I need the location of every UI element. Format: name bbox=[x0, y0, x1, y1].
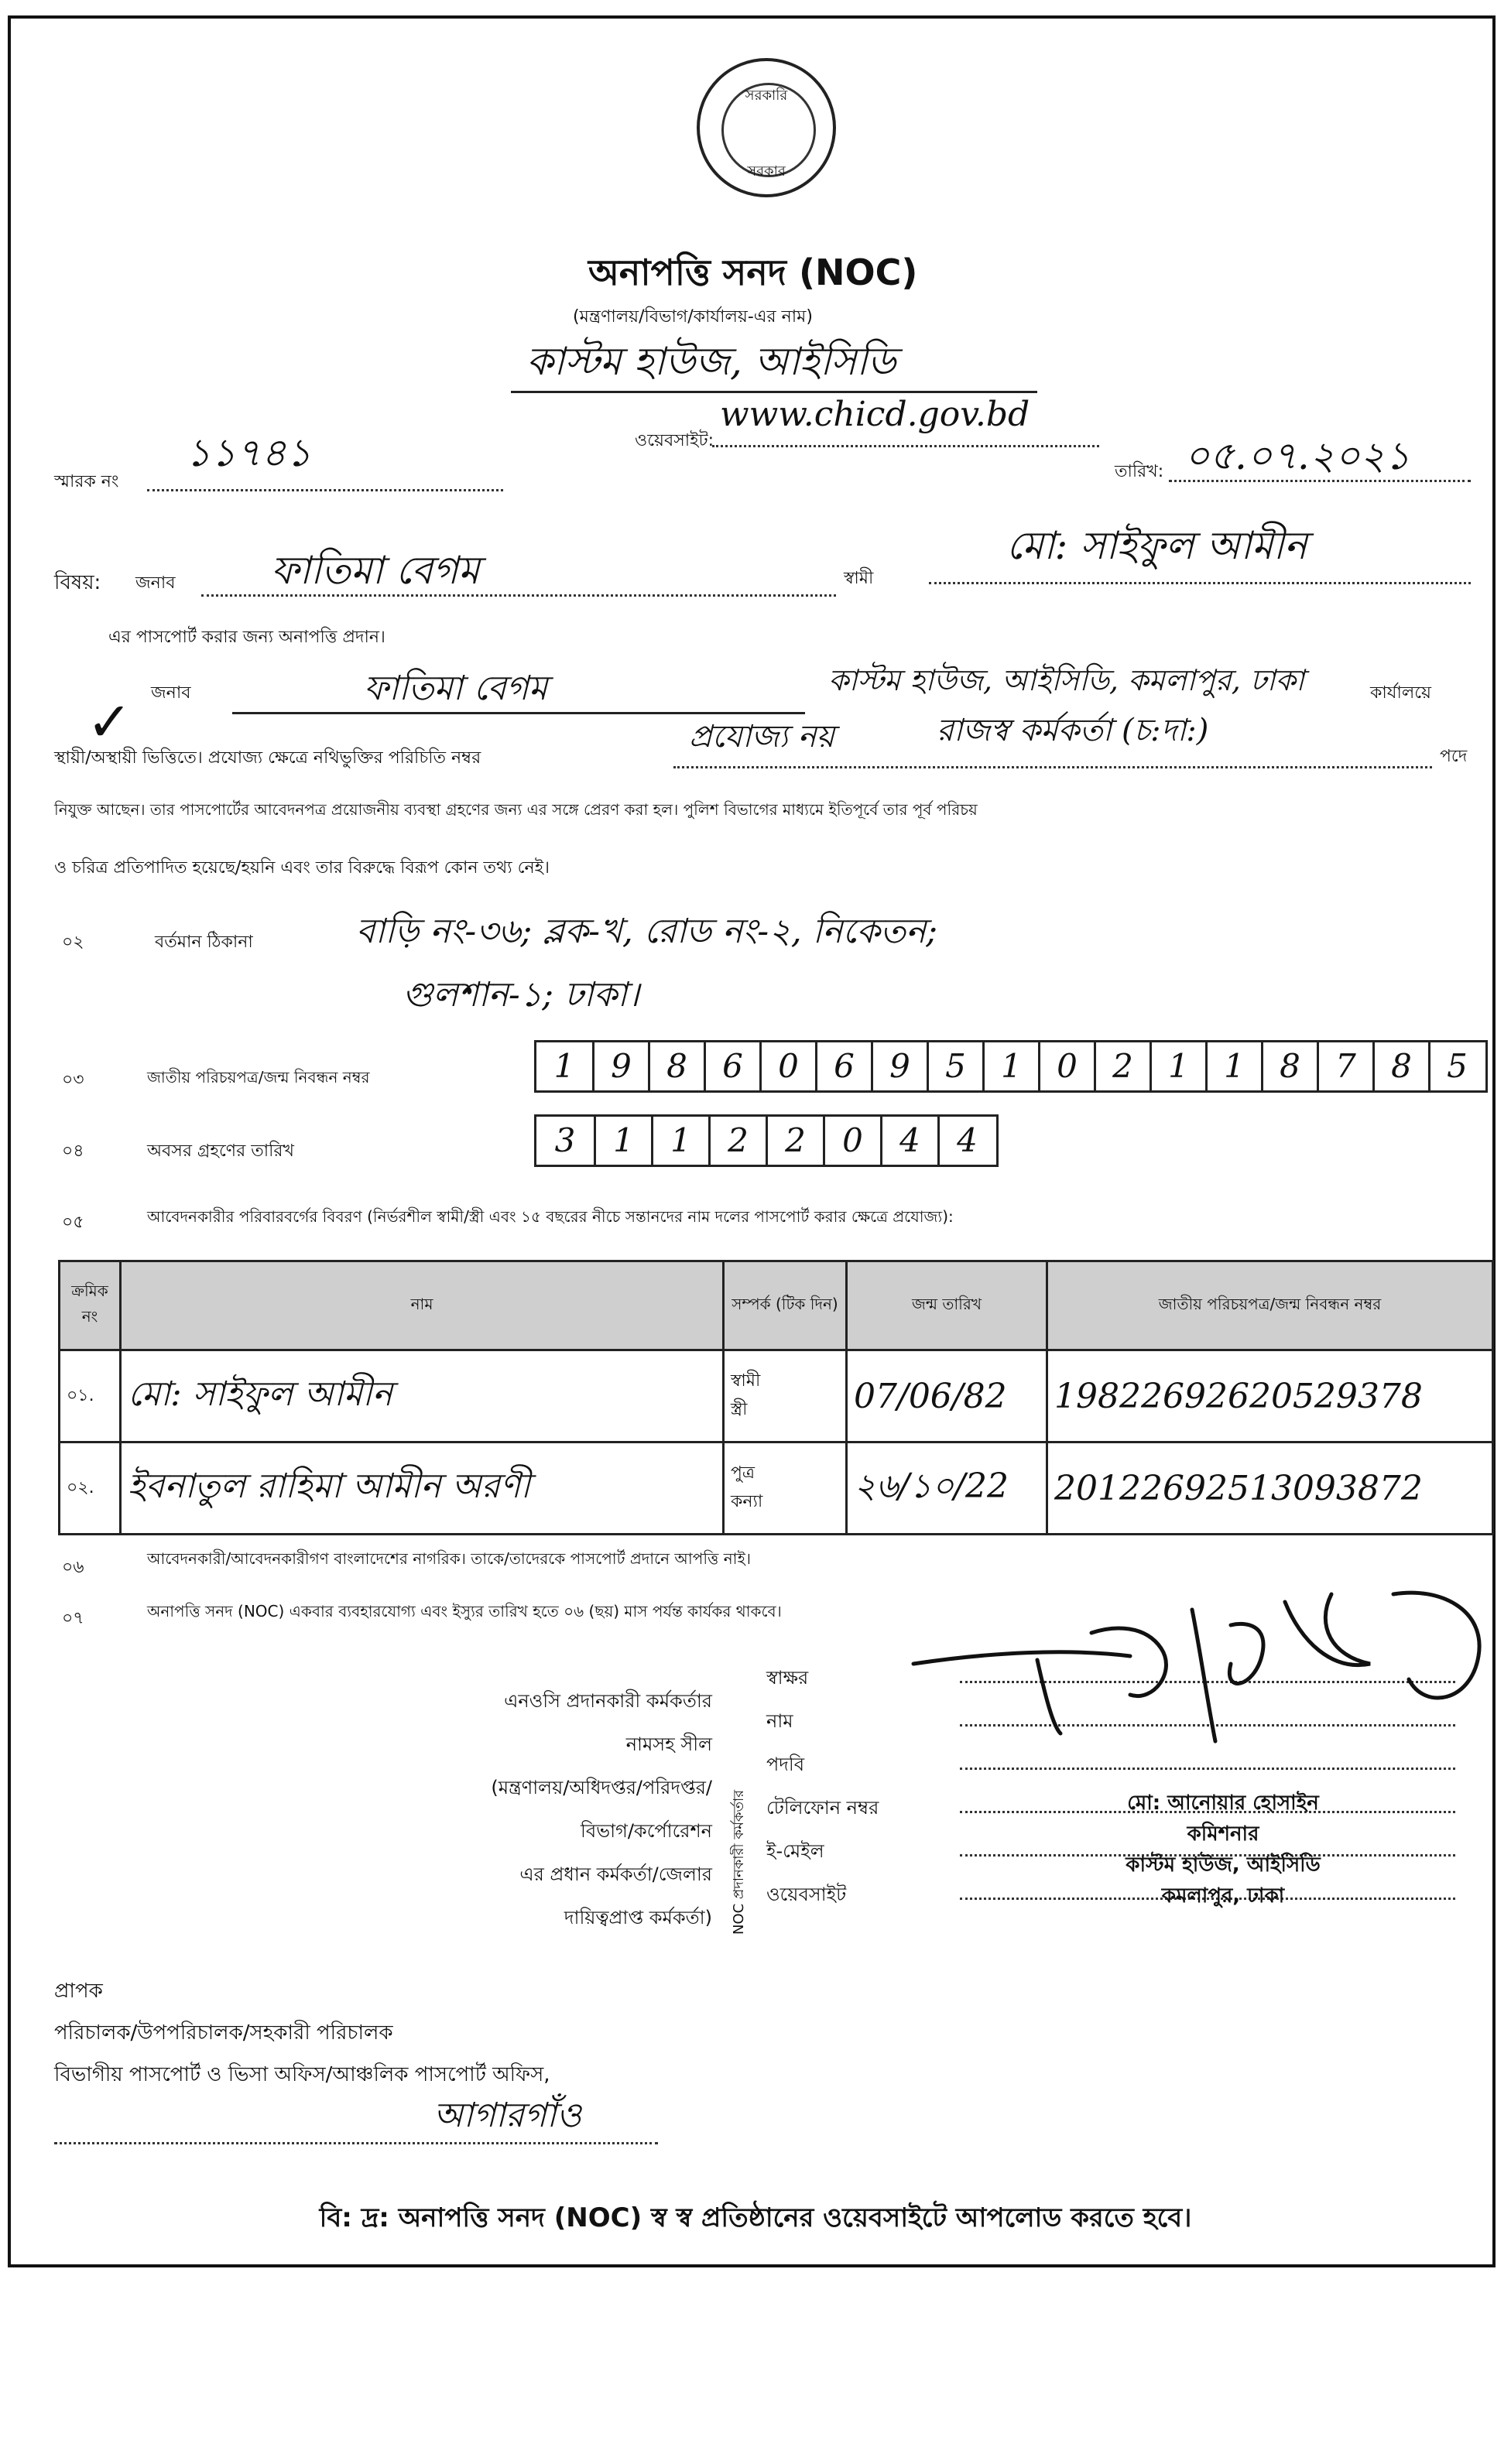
address-label: বর্তমান ঠিকানা bbox=[155, 933, 253, 952]
subject-relation-name: মো: সাইফুল আমীন bbox=[1006, 523, 1307, 568]
stamp-office: কাস্টম হাউজ, আইসিডি bbox=[1126, 1853, 1321, 1877]
header-subtitle: (মন্ত্রণালয়/বিভাগ/কার্যালয়-এর নাম) bbox=[573, 307, 813, 327]
digit-cell: 1 bbox=[1205, 1042, 1261, 1090]
subject-relation-dotline bbox=[929, 582, 1471, 584]
relation-bottom: স্ত্রী bbox=[731, 1400, 748, 1419]
signatory-vertical-label: NOC প্রদানকারী কর্মকর্তার bbox=[731, 1789, 747, 1935]
page-title: অনাপত্তি সনদ (NOC) bbox=[588, 252, 918, 293]
field-dotline bbox=[960, 1768, 1455, 1770]
col-header-name: নাম bbox=[121, 1261, 724, 1350]
body-janab: জনাব bbox=[151, 683, 191, 703]
signatory-line: নামসহ সীল bbox=[625, 1733, 712, 1755]
row-name: মো: সাইফুল আমীন bbox=[121, 1350, 724, 1442]
digit-cell: 0 bbox=[823, 1117, 880, 1165]
stamp-name: মো: আনোয়ার হোসাইন bbox=[1127, 1792, 1319, 1815]
body-post-value: রাজস্ব কর্মকর্তা (চ:দা:) bbox=[937, 713, 1209, 748]
subject-name-dotline bbox=[201, 594, 836, 597]
row-nid: 20122692513093872 bbox=[1047, 1442, 1493, 1535]
retire-label: অবসর গ্রহণের তারিখ bbox=[147, 1141, 294, 1161]
field-name: নাম bbox=[766, 1710, 793, 1732]
digit-cell: 6 bbox=[815, 1042, 871, 1090]
ref-dotline bbox=[147, 489, 503, 491]
recipient-dotline bbox=[54, 2142, 658, 2144]
address-line2: গুলশান-১; ঢাকা। bbox=[403, 975, 640, 1015]
item-06-text: আবেদনকারী/আবেদনকারীগণ বাংলাদেশের নাগরিক। তাকে/তাদেরকে পাসপোর্ট প্রদানে আপত্তি নাই। bbox=[147, 1549, 752, 1568]
date-label: তারিখ: bbox=[1115, 462, 1164, 481]
subject-janab: জনাব bbox=[135, 573, 176, 593]
col-header-nid: জাতীয় পরিচয়পত্র/জন্ম নিবন্ধন নম্বর bbox=[1047, 1261, 1493, 1350]
digit-cell: 1 bbox=[553, 1047, 575, 1085]
item-03-number: ০৩ bbox=[62, 1070, 84, 1090]
field-designation: পদবি bbox=[766, 1754, 805, 1775]
website-dotline bbox=[712, 445, 1099, 447]
relation-top: স্বামী bbox=[731, 1371, 761, 1391]
retire-digits bbox=[536, 1117, 995, 1165]
digit-cell: 1 bbox=[651, 1117, 708, 1165]
col-header-serial: ক্রমিক নং bbox=[60, 1261, 121, 1350]
body-post-suffix: পদে bbox=[1440, 747, 1468, 766]
digit-cell: 2 bbox=[1094, 1042, 1150, 1090]
digit-cell: 2 bbox=[708, 1117, 766, 1165]
item-06-number: ০৬ bbox=[62, 1558, 84, 1577]
subject-line2: এর পাসপোর্ট করার জন্য অনাপত্তি প্রদান। bbox=[108, 628, 385, 647]
digit-cell: 1 bbox=[982, 1042, 1038, 1090]
signatory-line: (মন্ত্রণালয়/অধিদপ্তর/পরিদপ্তর/ bbox=[491, 1777, 712, 1798]
item-07-text: অনাপত্তি সনদ (NOC) একবার ব্যবহারযোগ্য এবং ইস্যুর তারিখ হতে ০৬ (ছয়) মাস পর্যন্ত কার্যকর থাকবে। bbox=[147, 1602, 782, 1620]
ref-number: ১১৭৪১ bbox=[186, 430, 312, 475]
digit-cell: 8 bbox=[648, 1042, 704, 1090]
field-signature: স্বাক্ষর bbox=[766, 1667, 809, 1689]
digit-cell: 8 bbox=[1372, 1042, 1428, 1090]
footer-note: বি: দ্র: অনাপত্তি সনদ (NOC) স্ব স্ব প্রতিষ্ঠানের ওয়েবসাইটে আপলোড করতে হবে। bbox=[319, 2202, 1192, 2233]
ref-label: স্মারক নং bbox=[54, 472, 119, 491]
digit-cell: 0 bbox=[759, 1042, 815, 1090]
body-line4: ও চরিত্র প্রতিপাদিত হয়েছে/হয়নি এবং তার বিরুদ্ধে বিরূপ কোন তথ্য নেই। bbox=[54, 858, 550, 878]
subject-name: ফাতিমা বেগম bbox=[271, 548, 480, 593]
item-07-number: ০৭ bbox=[62, 1609, 84, 1628]
digit-cell: 2 bbox=[766, 1117, 823, 1165]
field-email: ই-মেইল bbox=[766, 1840, 824, 1862]
website-label: ওয়েবসাইট: bbox=[635, 431, 714, 450]
field-phone: টেলিফোন নম্বর bbox=[766, 1797, 879, 1819]
table-row bbox=[60, 1350, 1493, 1442]
recipient-label: প্রাপক bbox=[54, 1980, 103, 2003]
col-header-relation: সম্পর্ক (টিক দিন) bbox=[724, 1261, 847, 1350]
row-nid: 19822692620529378 bbox=[1047, 1350, 1493, 1442]
nid-label: জাতীয় পরিচয়পত্র/জন্ম নিবন্ধন নম্বর bbox=[147, 1068, 370, 1087]
signatory-line: এনওসি প্রদানকারী কর্মকর্তার bbox=[504, 1690, 712, 1712]
signatory-fields bbox=[766, 1656, 879, 1916]
recipient-line1: পরিচালক/উপপরিচালক/সহকারী পরিচালক bbox=[54, 2021, 393, 2045]
seal-bottom-text: সরকার bbox=[747, 163, 786, 180]
item-02-number: ০২ bbox=[62, 933, 84, 952]
item-04-number: ০৪ bbox=[62, 1141, 84, 1161]
digit-cell: 3 bbox=[554, 1121, 576, 1159]
digit-cell: 9 bbox=[592, 1042, 648, 1090]
government-seal bbox=[697, 58, 836, 197]
row-serial: ০২. bbox=[60, 1442, 121, 1535]
family-table bbox=[58, 1260, 1494, 1535]
digit-cell: 1 bbox=[1150, 1042, 1205, 1090]
digit-cell: 5 bbox=[927, 1042, 982, 1090]
body-office-suffix: কার্যালয়ে bbox=[1370, 683, 1432, 703]
field-website: ওয়েবসাইট bbox=[766, 1884, 847, 1905]
nid-digits bbox=[536, 1042, 1484, 1090]
digit-cell: 5 bbox=[1428, 1042, 1484, 1090]
item-05-number: ০৫ bbox=[62, 1213, 84, 1232]
subject-relation-label: স্বামী bbox=[844, 569, 874, 588]
digit-cell: 4 bbox=[937, 1117, 995, 1165]
relation-top: পুত্র bbox=[731, 1463, 756, 1483]
row-name: ইবনাতুল রাহিমা আমীন অরণী bbox=[121, 1442, 724, 1535]
body-line-prefix: স্থায়ী/অস্থায়ী ভিত্তিতে। প্রযোজ্য ক্ষেত্রে নথিভুক্তির পরিচিতি নম্বর bbox=[54, 748, 481, 768]
subject-label: বিষয়: bbox=[54, 571, 101, 594]
row-serial: ০১. bbox=[60, 1350, 121, 1442]
office-underline bbox=[511, 391, 1037, 393]
digit-cell: 7 bbox=[1317, 1042, 1372, 1090]
date-value: ০৫.০৭.২০২১ bbox=[1184, 433, 1410, 478]
body-line3: নিযুক্ত আছেন। তার পাসপোর্টের আবেদনপত্র প্রয়োজনীয় ব্যবস্থা গ্রহণের জন্য এর সঙ্গে প্রেরণ করা হল। পুলিশ বিভাগের মাধ্যমে ইতিপূর্বে তার পূর্ব পরিচয় bbox=[54, 800, 978, 819]
digit-cell: 1 bbox=[594, 1117, 651, 1165]
body-post-dotline bbox=[673, 766, 1432, 768]
signatory-line: বিভাগ/কর্পোরেশন bbox=[581, 1820, 712, 1842]
relation-bottom: কন্যা bbox=[731, 1492, 763, 1511]
digit-cell: 9 bbox=[871, 1042, 927, 1090]
recipient-line2: বিভাগীয় পাসপোর্ট ও ভিসা অফিস/আঞ্চলিক পাসপোর্ট অফিস, bbox=[54, 2063, 550, 2086]
stamp-place: কমলাপুর, ঢাকা bbox=[1161, 1884, 1285, 1908]
signatory-line: দায়িত্বপ্রাপ্ত কর্মকর্তা) bbox=[564, 1907, 712, 1928]
signatory-line: এর প্রধান কর্মকর্তা/জেলার bbox=[519, 1863, 712, 1885]
date-dotline bbox=[1169, 480, 1471, 482]
seal-top-text: সরকারি bbox=[745, 87, 788, 104]
check-mark: ✓ bbox=[87, 690, 132, 754]
table-row bbox=[60, 1442, 1493, 1535]
row-dob: ২৬/১০/22 bbox=[847, 1442, 1047, 1535]
digit-cell: 8 bbox=[1261, 1042, 1317, 1090]
stamp-title: কমিশনার bbox=[1187, 1822, 1259, 1846]
address-line1: বাড়ি নং-৩৬; ব্লক-খ, রোড নং-২, নিকেতন; bbox=[356, 912, 938, 951]
body-office: কাস্টম হাউজ, আইসিডি, কমলাপুর, ঢাকা bbox=[828, 663, 1305, 697]
family-label: আবেদনকারীর পরিবারবর্গের বিবরণ (নির্ভরশীল স্বামী/স্ত্রী এবং ১৫ বছরের নীচে সন্তানদের নাম দলের পাসপোর্ট করার ক্ষেত্রে প্রযোজ্য): bbox=[147, 1207, 954, 1226]
website-value: www.chicd.gov.bd bbox=[720, 395, 1030, 434]
recipient-place: আগারগাঁও bbox=[433, 2096, 582, 2135]
body-name: ফাতিমা বেগম bbox=[364, 669, 548, 708]
signature-image bbox=[898, 1579, 1502, 1764]
row-relation bbox=[724, 1350, 847, 1442]
signatory-left bbox=[433, 1679, 712, 1939]
row-relation bbox=[724, 1442, 847, 1535]
col-header-dob: জন্ম তারিখ bbox=[847, 1261, 1047, 1350]
digit-cell: 4 bbox=[880, 1117, 937, 1165]
office-name: কাস্টম হাউজ, আইসিডি bbox=[526, 339, 896, 384]
row-dob: 07/06/82 bbox=[847, 1350, 1047, 1442]
family-table-header bbox=[60, 1261, 1493, 1350]
body-id-value: প্রযোজ্য নয় bbox=[689, 719, 835, 755]
digit-cell: 6 bbox=[704, 1042, 759, 1090]
digit-cell: 0 bbox=[1038, 1042, 1094, 1090]
official-stamp bbox=[1084, 1788, 1362, 1911]
